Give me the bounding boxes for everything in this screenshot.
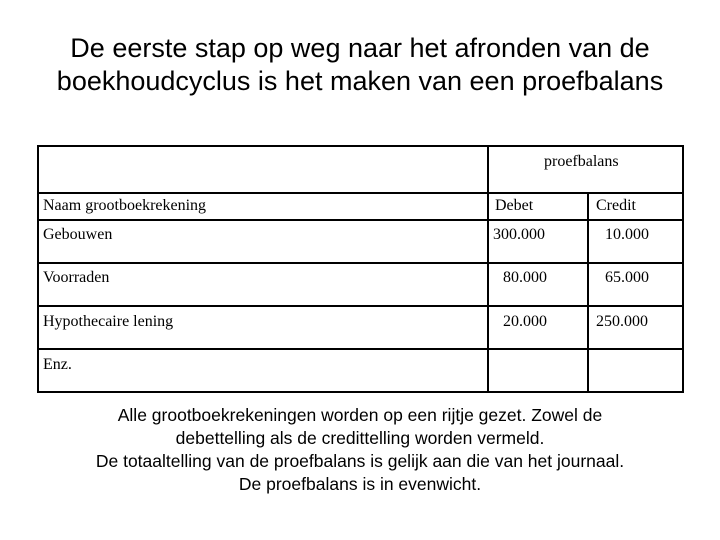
row-2-credit: 65.000 xyxy=(605,269,649,286)
table-caption: proefbalans xyxy=(544,153,619,170)
row-2-debit: 80.000 xyxy=(503,269,547,286)
column-divider-debit-credit xyxy=(587,192,589,391)
row-3-name: Hypothecaire lening xyxy=(43,313,174,330)
row-2-name: Voorraden xyxy=(43,269,110,286)
row-divider-4 xyxy=(39,348,682,350)
row-1-credit: 10.000 xyxy=(605,226,649,243)
row-1-name: Gebouwen xyxy=(43,226,113,243)
explanation-line-4: De proefbalans is in evenwicht. xyxy=(238,474,482,494)
trial-balance-table xyxy=(37,145,684,393)
explanation-line-2: debettelling als de credittelling worden vermeld. xyxy=(175,428,545,448)
title-line-2: boekhoudcyclus is het maken van een proefbalans xyxy=(56,66,664,96)
header-debit: Debet xyxy=(495,197,534,214)
slide-title xyxy=(0,32,720,98)
row-divider-2 xyxy=(39,262,682,264)
row-3-credit: 250.000 xyxy=(596,313,648,330)
header-credit: Credit xyxy=(596,197,636,214)
header-account-name: Naam grootboekrekening xyxy=(43,197,207,214)
header-divider xyxy=(39,192,682,194)
explanation-line-1: Alle grootboekrekeningen worden op een rijtje gezet. Zowel de xyxy=(117,405,603,425)
row-divider-3 xyxy=(39,305,682,307)
row-1-debit: 300.000 xyxy=(493,226,545,243)
row-3-debit: 20.000 xyxy=(503,313,547,330)
explanation-line-3: De totaaltelling van de proefbalans is gelijk aan die van het journaal. xyxy=(95,451,625,471)
title-line-1: De eerste stap op weg naar het afronden van de xyxy=(70,33,650,63)
column-divider-name-debit xyxy=(487,147,489,391)
explanation-text xyxy=(0,404,720,496)
row-divider-1 xyxy=(39,219,682,221)
row-4-name: Enz. xyxy=(43,356,72,373)
